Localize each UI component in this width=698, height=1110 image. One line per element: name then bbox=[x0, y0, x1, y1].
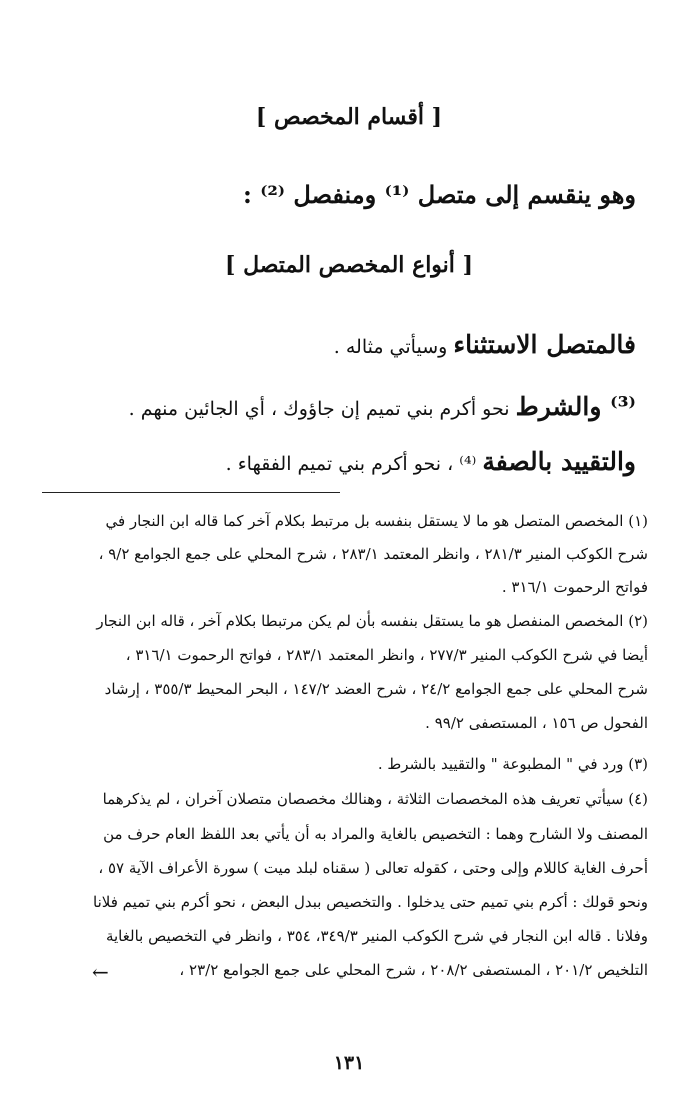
footnote-line-10: المصنف ولا الشارح وهما : التخصيص بالغاية والمراد به أن يأتي بعد اللفظ العام حرف من bbox=[103, 825, 648, 843]
footnote-line-11: أحرف الغاية كاللام وإلى وحتى ، كقوله تعالى ( سقناه لبلد ميت ) سورة الأعراف الآية ٥٧ ، bbox=[98, 859, 648, 877]
footnote-line-13: وفلانا . قاله ابن النجار في شرح الكوكب المنير ٣٤٩/٣، ٣٥٤ ، وانظر في التخصيص بالغاية bbox=[105, 927, 648, 945]
intro-line: وهو ينقسم إلى متصل ⁽¹⁾ ومنفصل ⁽²⁾ : bbox=[243, 180, 636, 209]
section-heading-connected-specifier: [ أنواع المخصص المتصل ] bbox=[225, 252, 473, 278]
main-line-3-term: والتقييد بالصفة bbox=[482, 447, 636, 476]
main-line-1 bbox=[60, 330, 636, 359]
footnote-line-2: شرح الكوكب المنير ٢٨١/٣ ، وانظر المعتمد ٢٨٣/١ ، شرح المحلي على جمع الجوامع ٩/٢ ، bbox=[98, 545, 648, 563]
footnote-line-6: شرح المحلي على جمع الجوامع ٢٤/٢ ، شرح العضد ١٤٧/٢ ، البحر المحيط ٣٥٥/٣ ، إرشاد bbox=[104, 680, 648, 698]
main-line-2-text: نحو أكرم بني تميم إن جاؤوك ، أي الجائين منهم . bbox=[128, 398, 516, 420]
main-line-1-text: وسيأتي مثاله . bbox=[333, 336, 454, 358]
footnote-line-12: ونحو قولك : أكرم بني تميم حتى يدخلوا . والتخصيص ببدل البعض ، نحو أكرم بني تميم فلانا bbox=[93, 893, 648, 911]
footnote-line-14: التلخيص ٢٠١/٢ ، المستصفى ٢٠٨/٢ ، شرح المحلي على جمع الجوامع ٢٣/٢ ، bbox=[179, 961, 648, 979]
main-line-2 bbox=[60, 392, 636, 421]
footnote-line-7: الفحول ص ١٥٦ ، المستصفى ٩٩/٢ . bbox=[425, 714, 648, 732]
footnote-separator bbox=[42, 492, 340, 493]
footnote-line-4: (٢) المخصص المنفصل هو ما يستقل بنفسه بأن لم يكن مرتبطا بكلام آخر ، قاله ابن النجار bbox=[96, 612, 648, 630]
footnote-line-5: أيضا في شرح الكوكب المنير ٢٧٧/٣ ، وانظر المعتمد ٢٨٣/١ ، فواتح الرحموت ٣١٦/١ ، bbox=[125, 646, 648, 664]
main-line-3-text: ⁽⁴⁾ ، نحو أكرم بني تميم الفقهاء . bbox=[225, 453, 483, 475]
footnote-line-8: (٣) ورد في " المطبوعة " والتقييد بالشرط . bbox=[377, 755, 648, 773]
main-line-2-term: ⁽³⁾ والشرط bbox=[515, 392, 636, 421]
section-heading-specifier-types: [ أقسام المخصص ] bbox=[255, 104, 443, 130]
page-number: ١٣١ bbox=[333, 1052, 365, 1074]
continue-arrow-icon: ← bbox=[92, 960, 109, 984]
footnote-line-1: (١) المخصص المتصل هو ما لا يستقل بنفسه بل مرتبط بكلام آخر كما قاله ابن النجار في bbox=[105, 512, 648, 530]
footnote-line-9: (٤) سيأتي تعريف هذه المخصصات الثلاثة ، وهنالك مخصصان متصلان آخران ، لم يذكرهما bbox=[102, 790, 648, 808]
main-line-1-term: فالمتصل الاستثناء bbox=[453, 330, 636, 359]
footnote-line-3: فواتح الرحموت ٣١٦/١ . bbox=[501, 578, 648, 596]
main-line-3 bbox=[60, 447, 636, 476]
